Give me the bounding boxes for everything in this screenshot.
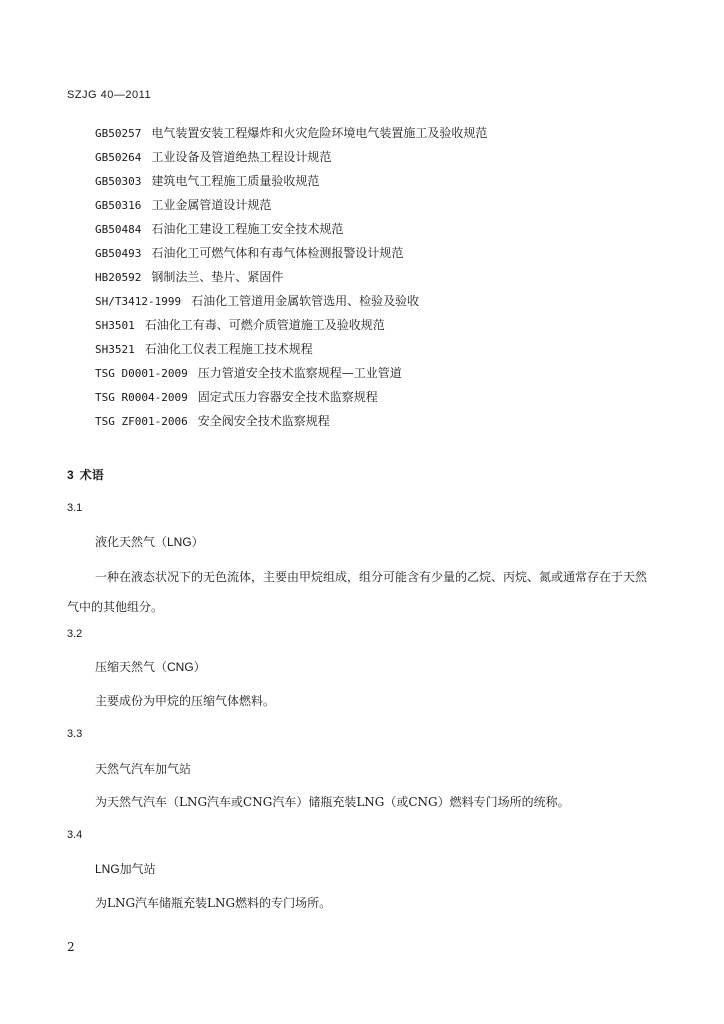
- reference-code: GB50493: [95, 247, 142, 260]
- reference-title: 压力管道安全技术监察规程—工业管道: [197, 366, 402, 380]
- term-definition: 主要成份为甲烷的压缩气体燃料。: [95, 694, 276, 708]
- reference-code: TSG ZF001-2006: [95, 415, 188, 428]
- reference-title: 工业金属管道设计规范: [151, 198, 272, 212]
- page-number: 2: [67, 940, 75, 954]
- term-name: 天然气汽车加气站: [95, 762, 192, 776]
- reference-item: [95, 196, 487, 220]
- reference-title: 石油化工仪表工程施工技术规程: [144, 342, 313, 356]
- reference-title: 建筑电气工程施工质量验收规范: [151, 174, 320, 188]
- reference-title: 固定式压力容器安全技术监察规程: [197, 390, 378, 404]
- reference-item: [95, 268, 487, 292]
- reference-item: [95, 220, 487, 244]
- reference-item: [95, 172, 487, 196]
- term-name: LNG加气站: [95, 862, 156, 876]
- reference-title: 工业设备及管道绝热工程设计规范: [151, 150, 332, 164]
- reference-code: GB50484: [95, 223, 142, 236]
- reference-code: HB20592: [95, 271, 142, 284]
- reference-title: 石油化工有毒、可燃介质管道施工及验收规范: [144, 318, 385, 332]
- reference-item: [95, 148, 487, 172]
- section-number: 3: [67, 468, 74, 482]
- term-definition: 为LNG汽车储瓶充装LNG燃料的专门场所。: [95, 896, 332, 910]
- reference-code: GB50303: [95, 175, 142, 188]
- reference-title: 安全阀安全技术监察规程: [197, 414, 330, 428]
- reference-code: TSG R0004-2009: [95, 391, 188, 404]
- reference-title: 石油化工管道用金属软管选用、检验及验收: [191, 294, 420, 308]
- clause-number: 3.2: [67, 628, 83, 640]
- reference-item: [95, 316, 487, 340]
- clause-number: 3.3: [67, 728, 83, 740]
- reference-item: [95, 388, 487, 412]
- reference-title: 电气装置安装工程爆炸和火灾危险环境电气装置施工及验收规范: [151, 126, 488, 140]
- reference-item: [95, 340, 487, 364]
- section-title: 术语: [79, 468, 104, 482]
- term-definition: 为天然气汽车（LNG汽车或CNG汽车）储瓶充装LNG（或CNG）燃料专门场所的统称。: [95, 795, 570, 809]
- reference-code: TSG D0001-2009: [95, 367, 188, 380]
- section-heading: [67, 466, 104, 483]
- reference-title: 石油化工可燃气体和有毒气体检测报警设计规范: [151, 246, 404, 260]
- clause-number: 3.1: [67, 502, 83, 514]
- reference-code: GB50257: [95, 127, 142, 140]
- term-definition: 一种在液态状况下的无色流体，主要由甲烷组成，组分可能含有少量的乙烷、丙烷、氮或通常存在于天然气中的其他组分。: [67, 570, 648, 614]
- reference-code: SH3501: [95, 319, 135, 332]
- reference-code: SH/T3412-1999: [95, 295, 182, 308]
- document-code-header: SZJG 40—2011: [67, 89, 152, 101]
- term-name: 压缩天然气（CNG）: [95, 660, 206, 674]
- term-name: 液化天然气（LNG）: [95, 535, 204, 549]
- reference-code: GB50264: [95, 151, 142, 164]
- reference-item: [95, 124, 487, 148]
- reference-code: GB50316: [95, 199, 142, 212]
- reference-item: [95, 412, 487, 436]
- reference-title: 石油化工建设工程施工安全技术规范: [151, 222, 344, 236]
- normative-references-list: [95, 124, 487, 436]
- reference-item: [95, 292, 487, 316]
- clause-number: 3.4: [67, 829, 83, 841]
- reference-item: [95, 364, 487, 388]
- reference-item: [95, 244, 487, 268]
- reference-code: SH3521: [95, 343, 135, 356]
- reference-title: 钢制法兰、垫片、紧固件: [151, 270, 284, 284]
